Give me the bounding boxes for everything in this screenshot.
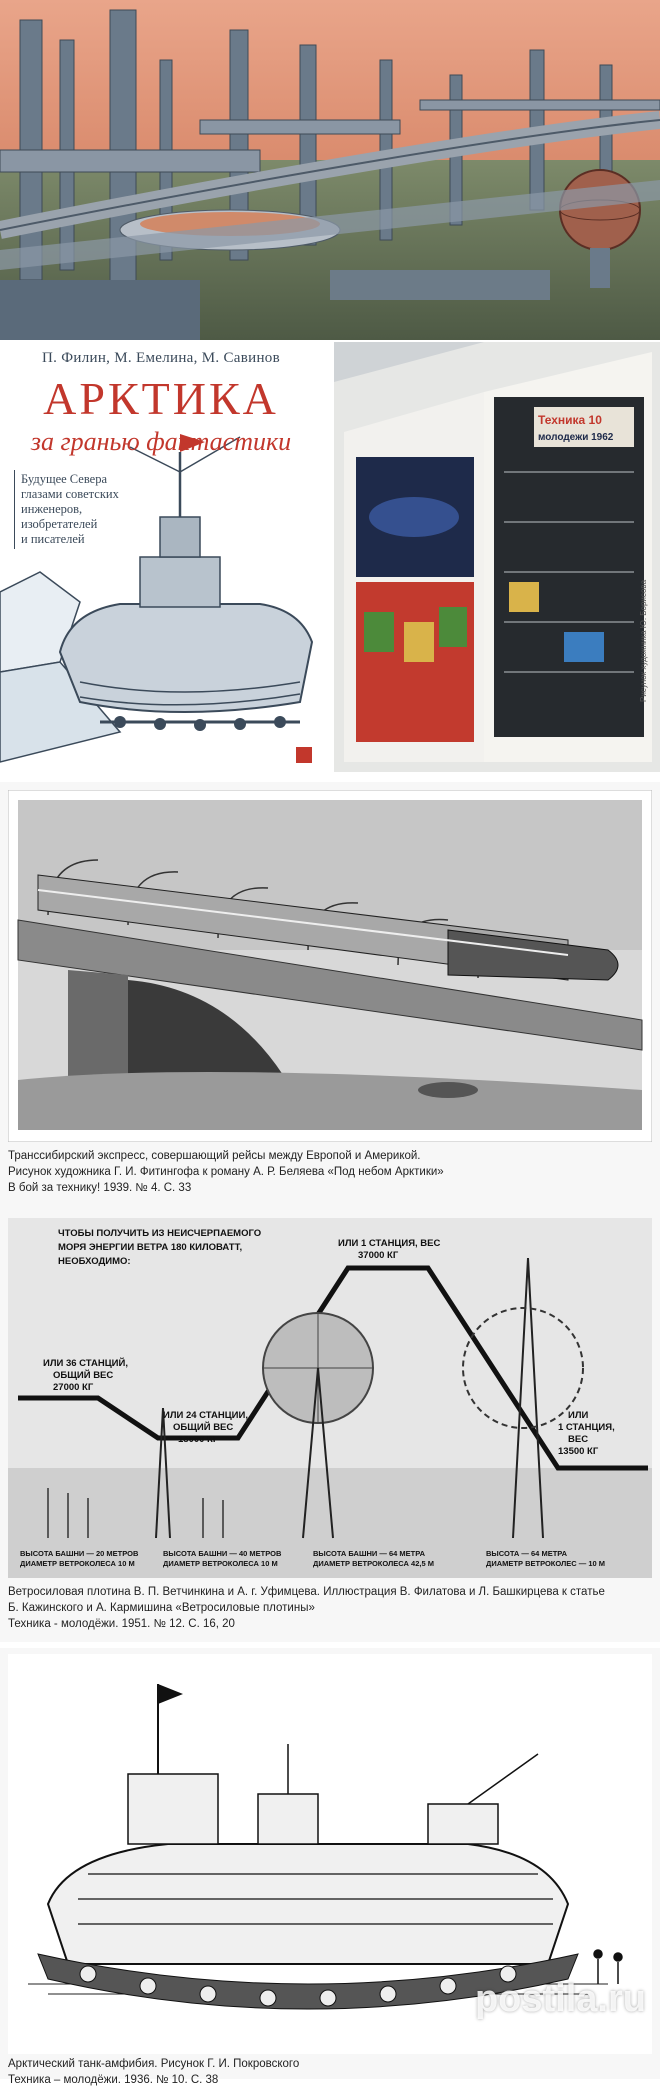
wind-bottom-3a: ВЫСОТА БАШНИ — 64 МЕТРА <box>313 1549 425 1558</box>
train-caption: Транссибирский экспресс, совершающий рейсы между Европой и Америкой. Рисунок художника Г. И. Фитингофа к роману А. Р. Беляева «Под небом Арктики» В бой за технику! 1939. № 4. С. 33 <box>8 1150 444 1194</box>
train-illustration-block <box>0 782 660 1212</box>
magazine-logo-line1: Техника 10 <box>538 413 602 427</box>
wind-dam-illustration-block <box>0 1212 660 1642</box>
wind-headline-2: МОРЯ ЭНЕРГИИ ВЕТРА 180 КИЛОВАТТ, <box>58 1242 243 1253</box>
tank-caption: Арктический танк-амфибия. Рисунок Г. И. Покровского Техника – молодёжи. 1936. № 10. С. 38 <box>8 2058 300 2086</box>
wind-bottom-1b: ДИАМЕТР ВЕТРОКОЛЕСА 10 М <box>20 1559 135 1568</box>
wind-label-1b-4: 13500 КГ <box>558 1446 599 1457</box>
wind-label-1a-2: 37000 КГ <box>358 1250 399 1261</box>
wind-bottom-4b: ДИАМЕТР ВЕТРОКОЛЕС — 10 М <box>486 1559 606 1568</box>
tank-illustration-block <box>0 1648 660 2086</box>
cover-authors: П. Филин, М. Емелина, М. Савинов <box>42 350 280 366</box>
wind-label-36-2: ОБЩИЙ ВЕС <box>53 1370 114 1381</box>
futuristic-city-illustration <box>0 0 660 340</box>
wind-label-36-1: ИЛИ 36 СТАНЦИЙ, <box>43 1358 128 1369</box>
wind-label-36-3: 27000 КГ <box>53 1382 94 1393</box>
book-cover <box>0 342 322 772</box>
wind-label-24-2: ОБЩИЙ ВЕС <box>173 1422 234 1433</box>
wind-headline-3: НЕОБХОДИМО: <box>58 1256 131 1267</box>
wind-label-24-1: ИЛИ 24 СТАНЦИИ, <box>163 1410 248 1421</box>
wind-headline-1: ЧТОБЫ ПОЛУЧИТЬ ИЗ НЕИСЧЕРПАЕМОГО <box>58 1228 262 1239</box>
wind-bottom-3b: ДИАМЕТР ВЕТРОКОЛЕСА 42,5 М <box>313 1559 434 1568</box>
magazine-credit: Рисунок художника Ю. Борисова <box>639 579 648 702</box>
wind-bottom-2b: ДИАМЕТР ВЕТРОКОЛЕСА 10 М <box>163 1559 278 1568</box>
wind-caption: Ветросиловая плотина В. П. Ветчинкина и А. г. Уфимцева. Иллюстрация В. Филатова и Л. Башкирцева к статье Б. Кажинского и А. Кармишина «Ветросиловые плотины» Техника - молодёжи. 1951. № 12. С. 16, 20 <box>8 1586 605 1630</box>
cover-subtitle: за гранью фантастики <box>30 427 292 456</box>
wind-label-24-3: 18000 КГ <box>178 1434 219 1445</box>
wind-label-1b-3: ВЕС <box>568 1434 589 1445</box>
wind-bottom-4a: ВЫСОТА — 64 МЕТРА <box>486 1549 568 1558</box>
open-magazine-photo <box>334 342 660 772</box>
wind-bottom-1a: ВЫСОТА БАШНИ — 20 МЕТРОВ <box>20 1549 139 1558</box>
cover-blurb: Будущее Севера глазами советских инженеров, изобретателей и писателей <box>14 470 131 549</box>
wind-dam-drawing <box>8 1218 652 1578</box>
trans-siberian-express-drawing <box>8 790 652 1142</box>
wind-label-1b-2: 1 СТАНЦИЯ, <box>558 1422 615 1433</box>
wind-bottom-2a: ВЫСОТА БАШНИ — 40 МЕТРОВ <box>163 1549 282 1558</box>
cover-title: АРКТИКА <box>43 373 279 424</box>
magazine-logo-line2: молодежи 1962 <box>538 432 614 443</box>
postila-watermark: postila.ru <box>474 1978 646 2020</box>
wind-label-1b-1: ИЛИ <box>568 1410 589 1421</box>
wind-label-1a-1: ИЛИ 1 СТАНЦИЯ, ВЕС <box>338 1238 441 1249</box>
